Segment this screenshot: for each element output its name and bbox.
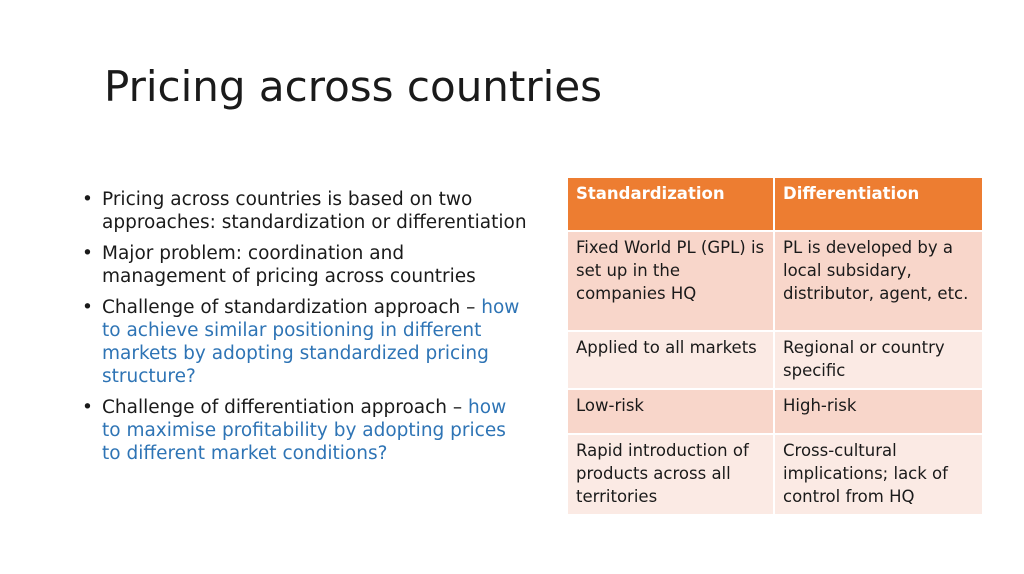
bullet-text: Challenge of standardization approach – bbox=[102, 297, 482, 318]
table-row bbox=[567, 331, 983, 389]
table-cell: PL is developed by a local subsidary, distributor, agent, etc. bbox=[774, 231, 983, 331]
bullet-marker: • bbox=[82, 243, 93, 264]
comparison-table bbox=[566, 176, 984, 516]
table-cell: Cross-cultural implications; lack of control from HQ bbox=[774, 434, 983, 515]
header-standardization: Standardization bbox=[567, 177, 774, 231]
table-cell: High-risk bbox=[774, 389, 983, 434]
bullet-marker: • bbox=[82, 397, 93, 418]
bullet-item bbox=[80, 396, 530, 465]
bullet-list bbox=[80, 188, 530, 473]
table-cell: Fixed World PL (GPL) is set up in the companies HQ bbox=[567, 231, 774, 331]
table-cell: Low-risk bbox=[567, 389, 774, 434]
bullet-marker: • bbox=[82, 297, 93, 318]
bullet-text: Major problem: coordination and management of pricing across countries bbox=[102, 243, 476, 287]
bullet-item bbox=[80, 188, 530, 234]
header-differentiation: Differentiation bbox=[774, 177, 983, 231]
bullet-text: Pricing across countries is based on two approaches: standardization or differentiation bbox=[102, 189, 527, 233]
bullet-highlight-text: how to achieve similar positioning in different markets by adopting standardized pricing structure? bbox=[102, 297, 520, 387]
bullet-highlight-text: how to maximise profitability by adopting prices to different market conditions? bbox=[102, 397, 507, 464]
table-header-row bbox=[567, 177, 983, 231]
table-cell: Applied to all markets bbox=[567, 331, 774, 389]
bullet-item bbox=[80, 242, 530, 288]
table-cell: Rapid introduction of products across all territories bbox=[567, 434, 774, 515]
bullet-text: Challenge of differentiation approach – bbox=[102, 397, 469, 418]
slide-title: Pricing across countries bbox=[104, 62, 603, 111]
bullet-marker: • bbox=[82, 189, 93, 210]
table-row bbox=[567, 231, 983, 331]
table-row bbox=[567, 434, 983, 515]
table-row bbox=[567, 389, 983, 434]
table-cell: Regional or country specific bbox=[774, 331, 983, 389]
bullet-item bbox=[80, 296, 530, 388]
